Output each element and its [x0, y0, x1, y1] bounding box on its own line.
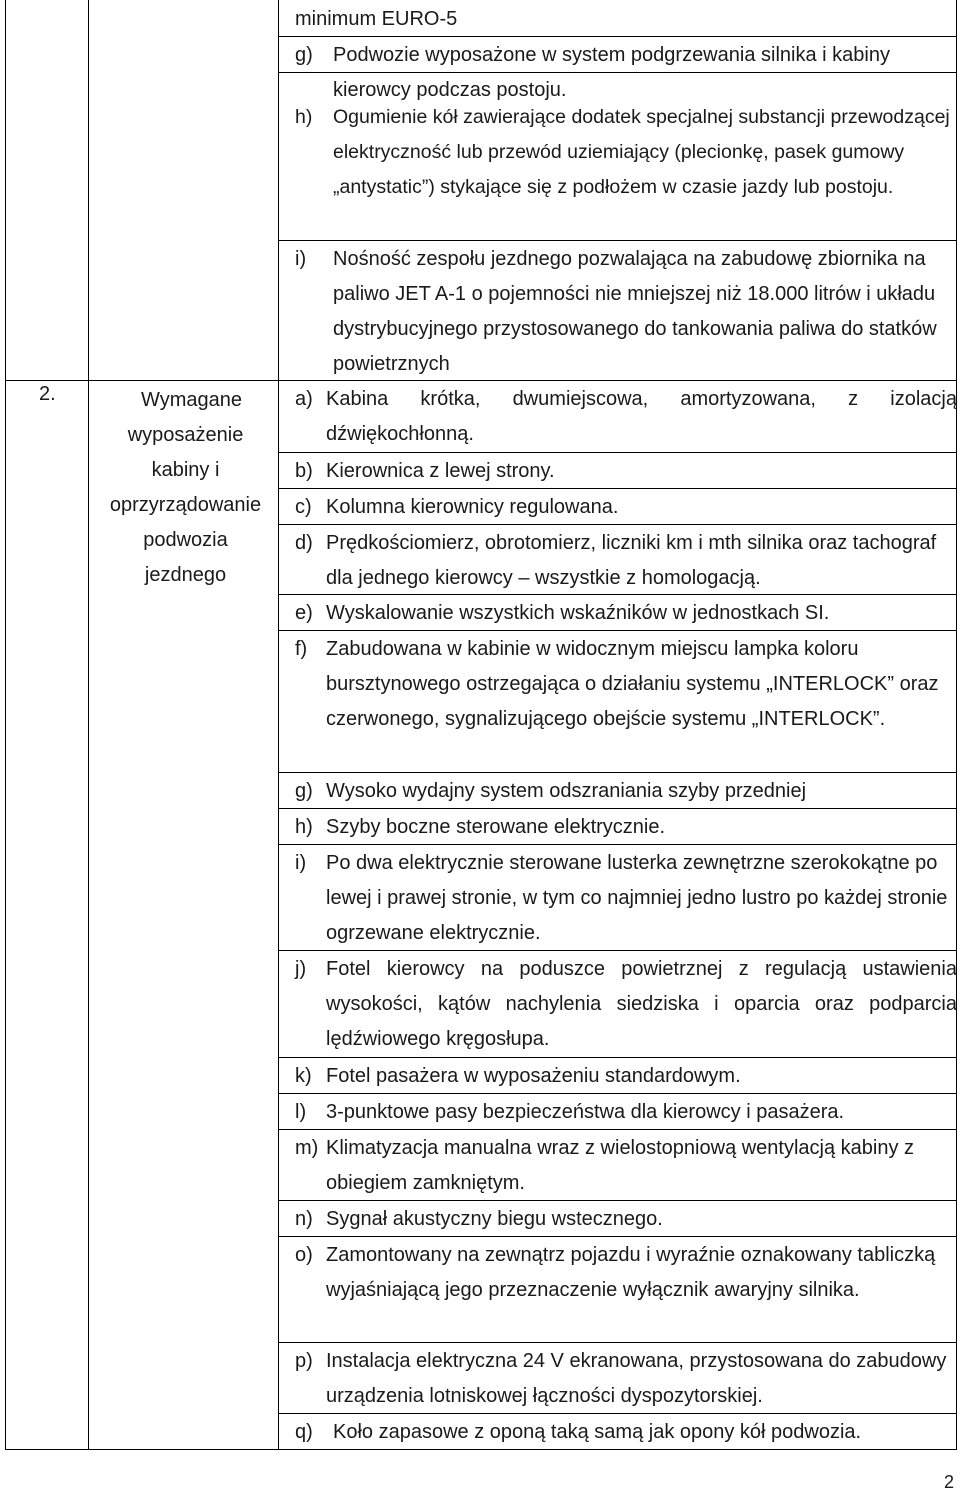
- continuation-text: minimum EURO-5: [295, 8, 458, 30]
- list-item-l: [295, 1095, 957, 1130]
- item-text: Wysoko wydajny system odszraniania szyby przedniej: [326, 780, 807, 802]
- list-item-c: [295, 490, 957, 525]
- item-letter: c): [295, 496, 312, 518]
- list-item-h: [295, 100, 957, 205]
- list-item: [295, 1344, 957, 1414]
- row-divider: [278, 240, 957, 241]
- list-item: [295, 242, 957, 382]
- item-letter: g): [295, 780, 313, 802]
- item-letter: d): [295, 532, 313, 554]
- item-text: Kierownica z lewej strony.: [326, 460, 555, 482]
- list-item: [295, 596, 957, 631]
- row-divider: [278, 1342, 957, 1343]
- list-item-a: [295, 382, 957, 452]
- item-text: Szyby boczne sterowane elektrycznie.: [326, 816, 666, 838]
- item-text: Fotel kierowcy na poduszce powietrznej z regulacją ustawienia wysokości, kątów nachylenia siedziska i oparcia oraz podparcia lędźwiowego kręgosłupa.: [326, 958, 957, 1050]
- item-letter: o): [295, 1244, 313, 1266]
- list-item: [295, 1415, 957, 1450]
- item-letter: n): [295, 1208, 313, 1230]
- item-letter: k): [295, 1065, 312, 1087]
- item-letter: h): [295, 106, 313, 128]
- item-letter: g): [295, 44, 313, 66]
- list-item-i2: [295, 846, 957, 951]
- list-item-b: [295, 454, 957, 489]
- list-item: [295, 1095, 957, 1130]
- column-divider-2: [278, 0, 279, 1450]
- row-divider: [278, 772, 957, 773]
- list-item: [295, 1059, 957, 1094]
- list-item: [295, 382, 957, 452]
- list-item-o: [295, 1238, 957, 1308]
- item-text: Kabina krótka, dwumiejscowa, amortyzowana, z izolacją dźwiękochłonną.: [326, 388, 957, 445]
- section-number: 2.: [39, 383, 56, 405]
- list-item-q: [295, 1415, 957, 1450]
- section-label-line: oprzyrządowanie: [109, 494, 262, 516]
- section-label-line: Wymagane: [141, 389, 242, 411]
- item-letter: m): [295, 1137, 319, 1159]
- list-item-g: [295, 38, 957, 108]
- item-letter: p): [295, 1350, 313, 1372]
- list-item-p: [295, 1344, 957, 1414]
- requirements-table: [5, 0, 957, 1450]
- list-item-k: [295, 1059, 957, 1094]
- list-item: [295, 38, 957, 108]
- row-divider: [278, 452, 957, 453]
- item-text: 3-punktowe pasy bezpieczeństwa dla kierowcy i pasażera.: [326, 1101, 845, 1123]
- list-item-g2: [295, 774, 957, 809]
- section-label-line: jezdnego: [144, 564, 227, 586]
- list-item: [295, 1202, 957, 1237]
- list-item-i: [295, 242, 957, 382]
- list-item: [295, 846, 957, 951]
- item-letter: h): [295, 816, 313, 838]
- item-text: Podwozie wyposażone w system podgrzewania silnika i kabiny kierowcy podczas postoju.: [333, 44, 890, 101]
- list-item-m: [295, 1131, 957, 1201]
- item-letter: i): [295, 852, 307, 874]
- list-item: [295, 526, 957, 596]
- item-text: Nośność zespołu jezdnego pozwalająca na zabudowę zbiornika na paliwo JET A-1 o pojemności nie mniejszej niż 18.000 litrów i układu dystrybucyjnego przystosowanego do tankowania paliwa do statków powietrznych: [333, 248, 937, 375]
- section-label-line: podwozia: [143, 529, 228, 551]
- page-number: 2: [944, 1472, 955, 1492]
- item-letter: j): [295, 958, 307, 980]
- section-label-line: kabiny i: [151, 459, 220, 481]
- list-item: [295, 810, 957, 845]
- section-label-line: wyposażenie: [127, 424, 244, 446]
- list-item-j: [295, 952, 957, 1057]
- item-text: Klimatyzacja manualna wraz z wielostopniową wentylacją kabiny z obiegiem zamkniętym.: [326, 1137, 915, 1194]
- list-item: [295, 490, 957, 525]
- item-text: Zamontowany na zewnątrz pojazdu i wyraźnie oznakowany tabliczką wyjaśniającą jego przeznaczenie wyłącznik awaryjny silnika.: [326, 1244, 936, 1301]
- list-item: [295, 1131, 957, 1201]
- list-item: [295, 774, 957, 809]
- item-letter: a): [295, 388, 313, 410]
- list-item-f: [295, 632, 957, 737]
- list-item-e: [295, 596, 957, 631]
- list-item: [295, 100, 957, 205]
- item-text: Fotel pasażera w wyposażeniu standardowym.: [326, 1065, 741, 1087]
- table-border-left: [5, 0, 6, 1450]
- section-label: [93, 383, 278, 593]
- list-item: [295, 952, 957, 1057]
- item-letter: q): [295, 1421, 313, 1443]
- item-text: Instalacja elektryczna 24 V ekranowana, przystosowana do zabudowy urządzenia lotniskowej łączności dyspozytorskiej.: [326, 1350, 947, 1407]
- list-item-n: [295, 1202, 957, 1237]
- item-text: Prędkościomierz, obrotomierz, liczniki km i mth silnika oraz tachograf dla jednego kierowcy – wszystkie z homologacją.: [326, 532, 937, 589]
- item-letter: l): [295, 1101, 307, 1123]
- item-text: Zabudowana w kabinie w widocznym miejscu lampka koloru bursztynowego ostrzegająca o działaniu systemu „INTERLOCK” oraz czerwonego, sygnalizującego obejście systemu „INTERLOCK”.: [326, 638, 939, 730]
- item-letter: i): [295, 248, 307, 270]
- item-text: Kolumna kierownicy regulowana.: [326, 496, 619, 518]
- item-text: Sygnał akustyczny biegu wstecznego.: [326, 1208, 663, 1230]
- item-text: Ogumienie kół zawierające dodatek specjalnej substancji przewodzącej elektryczność lub przewód uziemiający (plecionkę, pasek gumowy „antystatic”) stykające się z podłożem w czasie jazdy lub postoju.: [333, 106, 950, 198]
- list-item-h2: [295, 810, 957, 845]
- list-item-d: [295, 526, 957, 596]
- item-letter: b): [295, 460, 313, 482]
- item-letter: f): [295, 638, 308, 660]
- item-letter: e): [295, 602, 313, 624]
- column-divider-1: [88, 0, 89, 1450]
- row-divider: [278, 1057, 957, 1058]
- item-text: Koło zapasowe z oponą taką samą jak opony kół podwozia.: [333, 1421, 862, 1443]
- list-item: [295, 1238, 957, 1308]
- list-item: [295, 632, 957, 737]
- item-text: Wyskalowanie wszystkich wskaźników w jednostkach SI.: [326, 602, 830, 624]
- item-text: Po dwa elektrycznie sterowane lusterka zewnętrzne szerokokątne po lewej i prawej stronie, w tym co najmniej jedno lustro po każdej stronie ogrzewane elektrycznie.: [326, 852, 948, 944]
- list-item: [295, 454, 957, 489]
